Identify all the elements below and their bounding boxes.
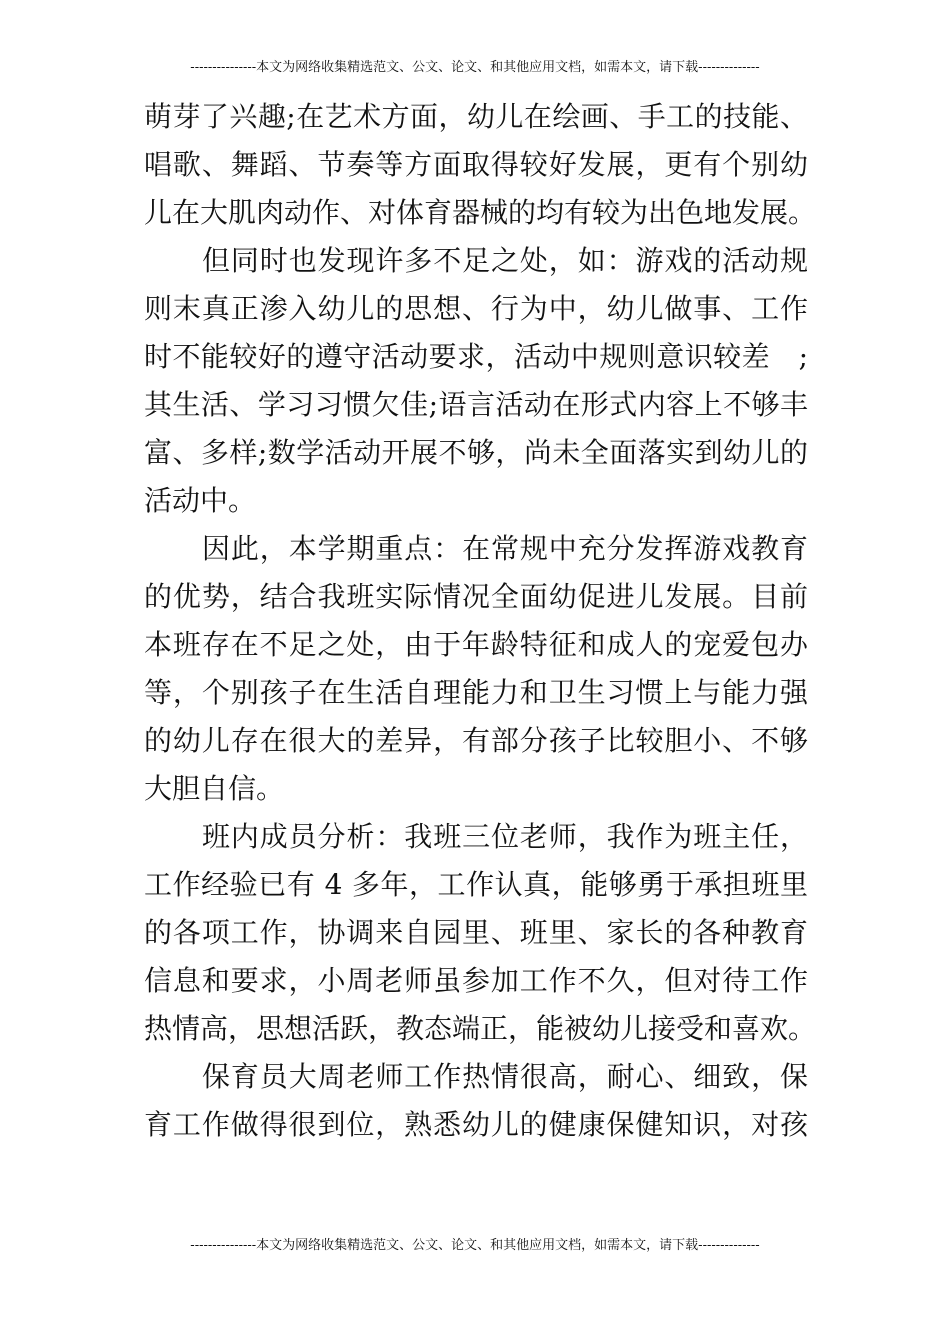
text-line-2: 唱歌、舞蹈、节奏等方面取得较好发展，更有个别幼 — [144, 148, 808, 181]
text-line-8: 富、多样;数学活动开展不够，尚未全面落实到幼儿的 — [144, 436, 808, 469]
text-line-6: 时不能较好的遵守活动要求，活动中规则意识较差 ; — [144, 340, 808, 373]
text-line-20: 热情高，思想活跃，教态端正，能被幼儿接受和喜欢。 — [144, 1012, 817, 1045]
text-line-9: 活动中。 — [144, 484, 257, 517]
text-line-22: 育工作做得很到位，熟悉幼儿的健康保健知识，对孩 — [144, 1108, 808, 1141]
text-line-14: 的幼儿存在很大的差异，有部分孩子比较胆小、不够 — [144, 724, 808, 757]
text-line-18: 的各项工作，协调来自园里、班里、家长的各种教育 — [144, 916, 808, 949]
text-line-15: 大胆自信。 — [144, 772, 285, 805]
text-line-19: 信息和要求，小周老师虽参加工作不久，但对待工作 — [144, 964, 808, 997]
text-line-3: 儿在大肌肉动作、对体育器械的均有较为出色地发展。 — [144, 196, 817, 229]
text-line-10: 因此，本学期重点：在常规中充分发挥游戏教育 — [202, 532, 808, 565]
text-line-4: 但同时也发现许多不足之处，如：游戏的活动规 — [202, 244, 808, 277]
text-line-1: 萌芽了兴趣;在艺术方面，幼儿在绘画、手工的技能、 — [144, 100, 808, 133]
text-line-16: 班内成员分析：我班三位老师，我作为班主任， — [202, 820, 808, 853]
text-line-5: 则末真正渗入幼儿的思想、行为中，幼儿做事、工作 — [144, 292, 808, 325]
text-line-17: 工作经验已有 4 多年，工作认真，能够勇于承担班里 — [144, 868, 808, 901]
text-line-11: 的优势，结合我班实际情况全面幼促进儿发展。目前 — [144, 580, 808, 613]
header-banner: ---------------本文为网络收集精选范文、公文、论文、和其他应用文档，如需本文，请下载-------------- — [190, 60, 760, 75]
text-line-7: 其生活、学习习惯欠佳;语言活动在形式内容上不够丰 — [144, 388, 808, 421]
text-line-21: 保育员大周老师工作热情很高，耐心、细致，保 — [202, 1060, 808, 1093]
text-line-13: 等，个别孩子在生活自理能力和卫生习惯上与能力强 — [144, 676, 808, 709]
text-line-12: 本班存在不足之处，由于年龄特征和成人的宠爱包办 — [144, 628, 808, 661]
footer-banner: ---------------本文为网络收集精选范文、公文、论文、和其他应用文档，如需本文，请下载-------------- — [190, 1238, 760, 1253]
document-body — [144, 93, 817, 1149]
